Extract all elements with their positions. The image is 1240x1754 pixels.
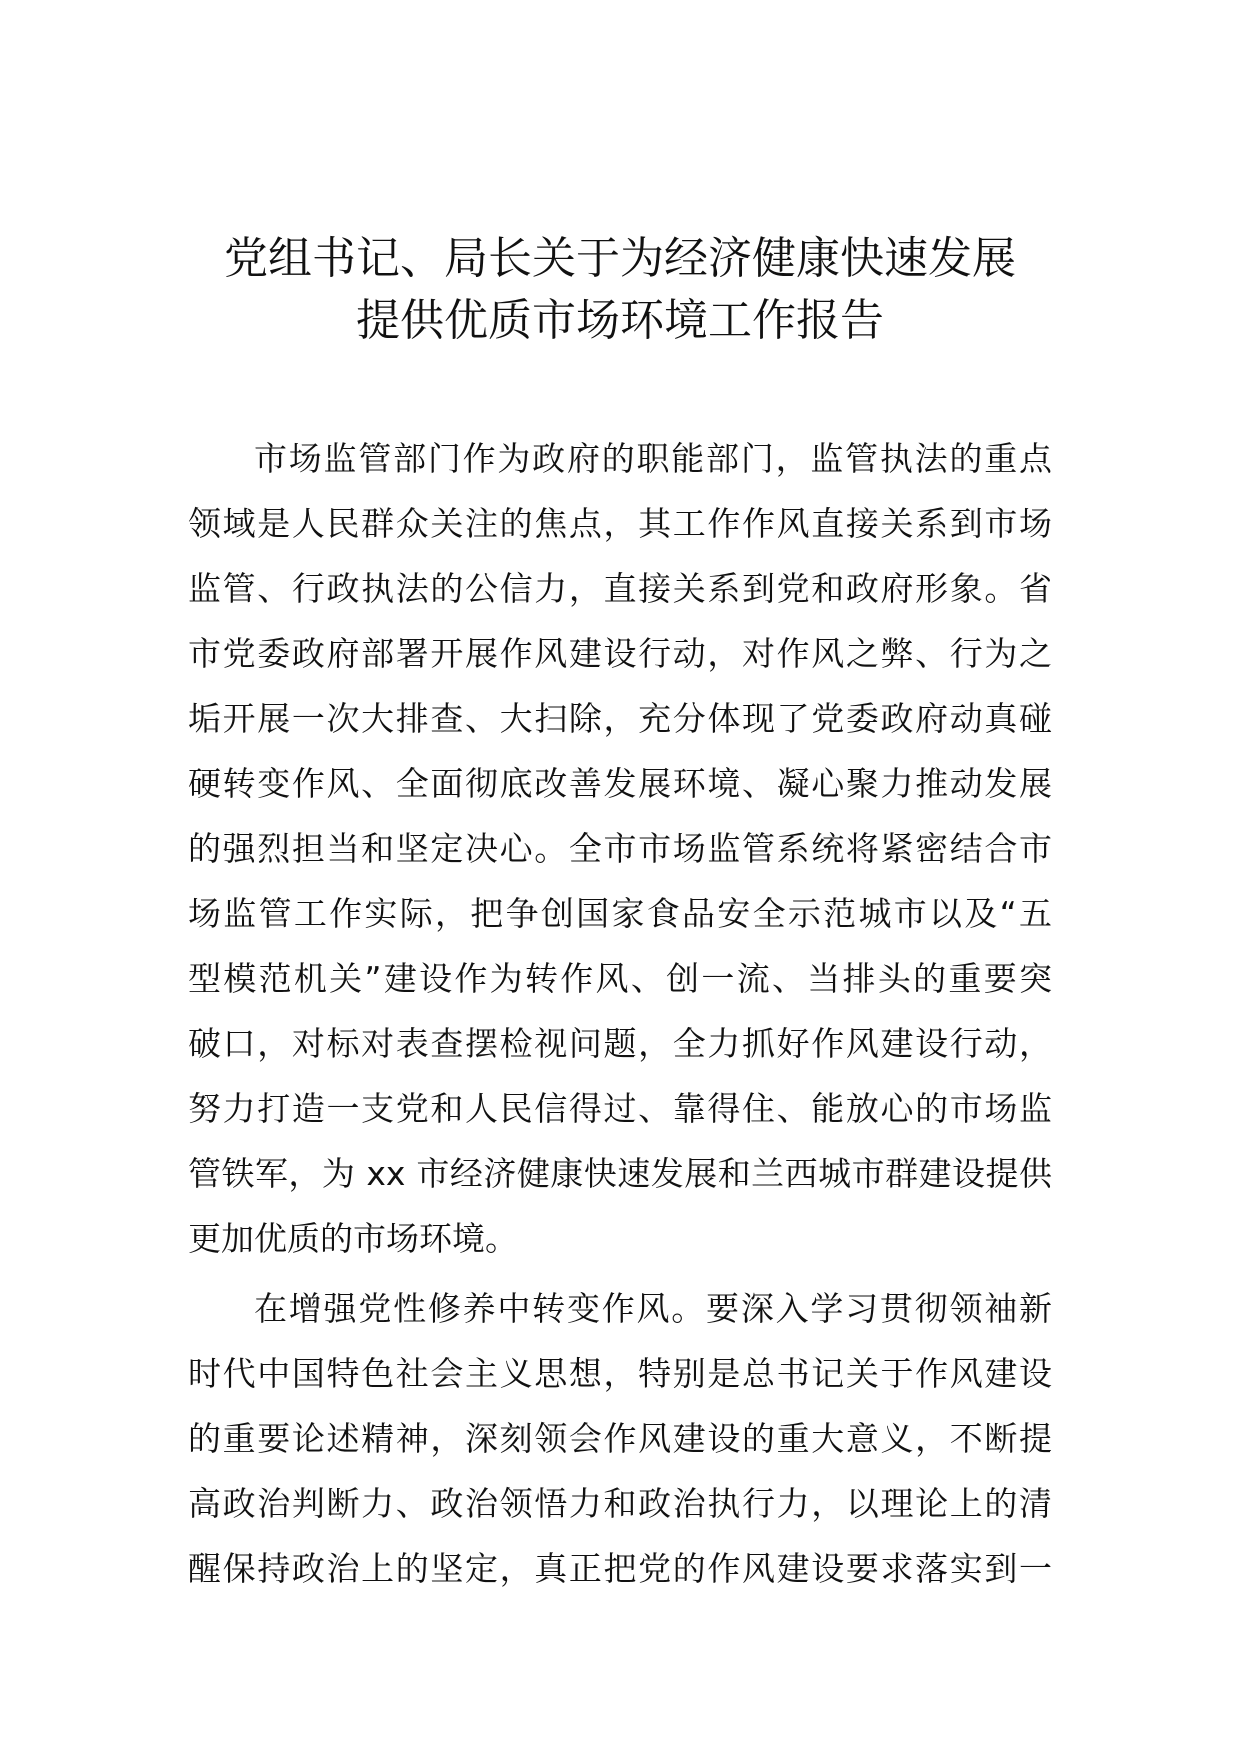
title-line-1: 党组书记、局长关于为经济健康快速发展 [224, 233, 1016, 284]
paragraph-1 [188, 426, 1052, 1271]
text-line: 更加优质的市场环境。 [188, 1219, 518, 1258]
text-line: 型模范机关”建设作为转作风、创一流、当排头的重要突 [188, 959, 1052, 998]
title-line-2: 提供优质市场环境工作报告 [356, 295, 884, 346]
text-line: 的重要论述精神，深刻领会作风建设的重大意义，不断提 [188, 1419, 1052, 1458]
text-line: 市党委政府部署开展作风建设行动，对作风之弊、行为之 [188, 634, 1052, 673]
document-body [188, 426, 1052, 1601]
text-line: 高政治判断力、政治领悟力和政治执行力，以理论上的清 [188, 1484, 1052, 1523]
text-line: 市场监管部门作为政府的职能部门，监管执法的重点 [254, 439, 1052, 478]
text-line: 场监管工作实际，把争创国家食品安全示范城市以及“五 [188, 894, 1052, 933]
paragraph-2 [188, 1276, 1052, 1601]
text-line: 在增强党性修养中转变作风。要深入学习贯彻领袖新 [254, 1289, 1052, 1328]
text-line: 领域是人民群众关注的焦点，其工作作风直接关系到市场 [188, 504, 1052, 543]
text-line: 醒保持政治上的坚定，真正把党的作风建设要求落实到一 [188, 1549, 1052, 1588]
text-line: 硬转变作风、全面彻底改善发展环境、凝心聚力推动发展 [188, 764, 1052, 803]
text-line: 的强烈担当和坚定决心。全市市场监管系统将紧密结合市 [188, 829, 1052, 868]
text-line: 努力打造一支党和人民信得过、靠得住、能放心的市场监 [188, 1089, 1052, 1128]
text-line: 时代中国特色社会主义思想，特别是总书记关于作风建设 [188, 1354, 1052, 1393]
document-title [150, 228, 1090, 352]
text-line: 破口，对标对表查摆检视问题，全力抓好作风建设行动， [188, 1024, 1052, 1063]
text-line: 监管、行政执法的公信力，直接关系到党和政府形象。省 [188, 569, 1052, 608]
text-line: 垢开展一次大排查、大扫除，充分体现了党委政府动真碰 [188, 699, 1052, 738]
text-line: 管铁军，为 xx 市经济健康快速发展和兰西城市群建设提供 [188, 1154, 1052, 1193]
